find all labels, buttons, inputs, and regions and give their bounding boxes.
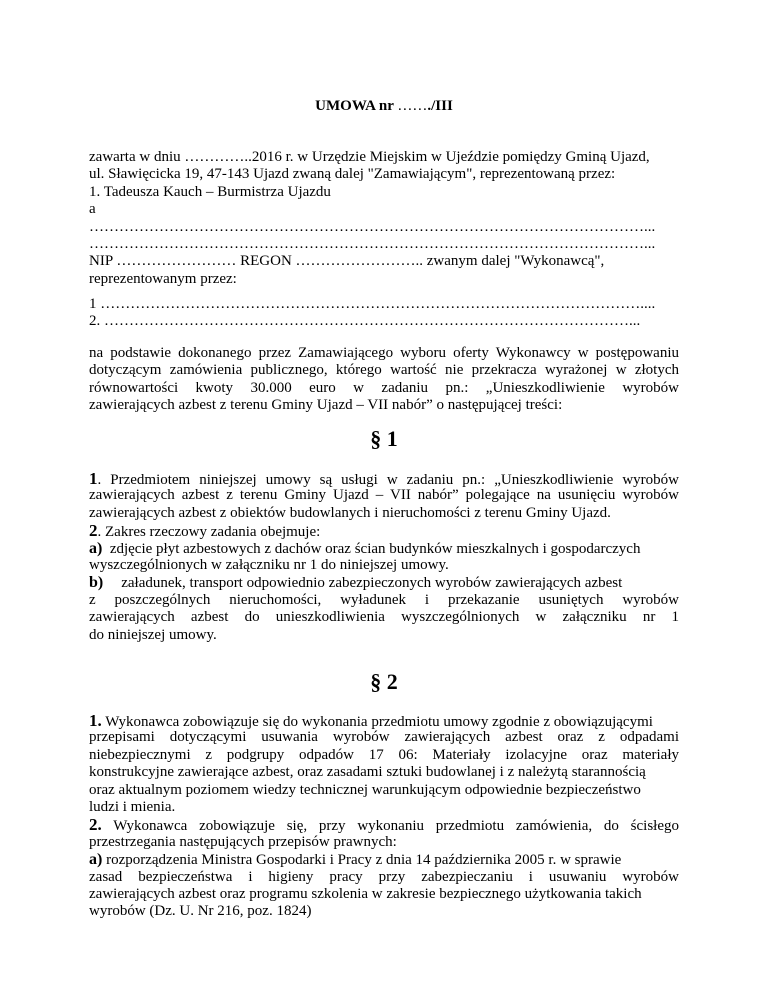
s1-b-label: b) <box>89 574 104 592</box>
basis-line: równowartości kwoty 30.000 euro w zadaniu pn.: „Unieszkodliwienie wyrobów <box>89 379 679 396</box>
s2-p2-line: 2. Wykonawca zobowiązuje się, przy wykonaniu przedmiotu zamówienia, do ścisłego <box>89 816 679 834</box>
s2-p1-line: ludzi i mienia. <box>89 798 176 815</box>
section-2-heading: § 2 <box>370 669 398 694</box>
s2-a-line: zawierających azbest oraz programu szkolenia w zakresie bezpiecznego użytkowania takich <box>89 885 642 902</box>
intro-line: ul. Sławięcicka 19, 47-143 Ujazd zwaną dalej "Zamawiającym", reprezentowaną przez: <box>89 166 616 183</box>
s1-p1-line: zawierających azbest z obiektów budowlanych i nieruchomości z terenu Gminy Ujazd. <box>89 504 611 521</box>
intro-line: 1. Tadeusza Kauch – Burmistrza Ujazdu <box>89 183 331 200</box>
s2-p1-number: 1. <box>89 711 102 730</box>
intro-paragraph <box>89 149 679 288</box>
basis-line: dotyczącym zamówienia publicznego, którego wartość nie przekracza wyrażonej w złotych <box>89 362 679 379</box>
rep-line: 2. ……………………………………………………………………………………………... <box>89 313 641 330</box>
s1-p1-line: zawierających azbest z terenu Gminy Ujazd – VII nabór” polegające na usunięciu wyrobów <box>89 487 679 504</box>
rep-line: 1 ……………………………………………………………………………………………….... <box>89 296 656 312</box>
s2-a-line: zasad bezpieczeństwa i higieny pracy przy zabezpieczaniu i usuwaniu wyrobów <box>89 868 679 885</box>
s2-p2-line: przestrzegania następujących przepisów prawnych: <box>89 833 397 850</box>
s2-p1-line: konstrukcyjne zawierające azbest, oraz zasadami sztuki budowlanej i z należytą starannością <box>89 764 646 781</box>
s1-b-line: z poszczególnych nieruchomości, wyładunek i przekazanie usuniętych wyrobów <box>89 591 679 608</box>
blank-line: …………………………………………………………………………………………………... <box>89 218 656 235</box>
s1-p1-number: 1 <box>89 470 98 488</box>
intro-line: a <box>89 201 96 218</box>
s2-p1-line: niebezpiecznymi z podgrupy odpadów 17 06: Materiały izolacyjne oraz materiały <box>89 746 679 763</box>
s1-a-label: a) <box>89 539 103 557</box>
basis-line: na podstawie dokonanego przez Zamawiającego wyboru oferty Wykonawcy w postępowaniu <box>89 345 679 361</box>
s1-a-line: wyszczególnionych w załączniku nr 1 do niniejszej umowy. <box>89 556 449 573</box>
s1-p2-number: 2 <box>89 521 98 541</box>
s2-p1-line: oraz aktualnym poziomem wiedzy technicznej warunkującym odpowiednie bezpieczeństwo <box>89 781 641 798</box>
s1-b-line: b) załadunek, transport odpowiednio zabezpieczonych wyrobów zawierających azbest <box>89 574 623 592</box>
s1-p2-line: 2. Zakres rzeczowy zadania obejmuje: <box>89 521 321 541</box>
s2-a-line: wyrobów (Dz. U. Nr 216, poz. 1824) <box>89 903 312 920</box>
blank-line: …………………………………………………………………………………………………... <box>89 235 656 252</box>
s1-a-line: a) zdjęcie płyt azbestowych z dachów oraz ścian budynków mieszkalnych i gospodarczych <box>89 539 641 557</box>
s2-p1-line: przepisami dotyczącymi usuwania wyrobów zawierających azbest oraz z odpadami <box>89 729 679 746</box>
s2-a-line: a) rozporządzenia Ministra Gospodarki i Pracy z dnia 14 października 2005 r. w sprawie <box>89 851 622 869</box>
s1-b-line: do niniejszej umowy. <box>89 626 217 643</box>
section-1-heading: § 1 <box>370 426 398 451</box>
s2-p2-number: 2. <box>89 816 102 834</box>
intro-line: reprezentowanym przez: <box>89 270 237 287</box>
s2-a-label: a) <box>89 851 103 869</box>
basis-paragraph <box>89 345 679 415</box>
section-2-body <box>89 712 679 921</box>
representatives-list <box>89 296 679 331</box>
contract-title: UMOWA nr ……./III <box>315 98 453 114</box>
basis-line: zawierających azbest z terenu Gminy Ujazd – VII nabór” o następującej treści: <box>89 397 563 414</box>
intro-line: NIP …………………… REGON …………………….. zwanym dalej "Wykonawcą", <box>89 253 605 270</box>
intro-line: zawarta w dniu …………..2016 r. w Urzędzie Miejskim w Ujeździe pomiędzy Gminą Ujazd, <box>89 149 650 165</box>
section-1-body <box>89 470 679 644</box>
s1-p1-line: 1. Przedmiotem niniejszej umowy są usługi w zadaniu pn.: „Unieszkodliwienie wyrobów <box>89 470 679 488</box>
s1-b-line: zawierających azbest do unieszkodliwienia wyszczególnionych w załączniku nr 1 <box>89 609 679 626</box>
s2-p1-line: 1. Wykonawca zobowiązuje się do wykonania przedmiotu umowy zgodnie z obowiązującymi <box>89 711 653 730</box>
